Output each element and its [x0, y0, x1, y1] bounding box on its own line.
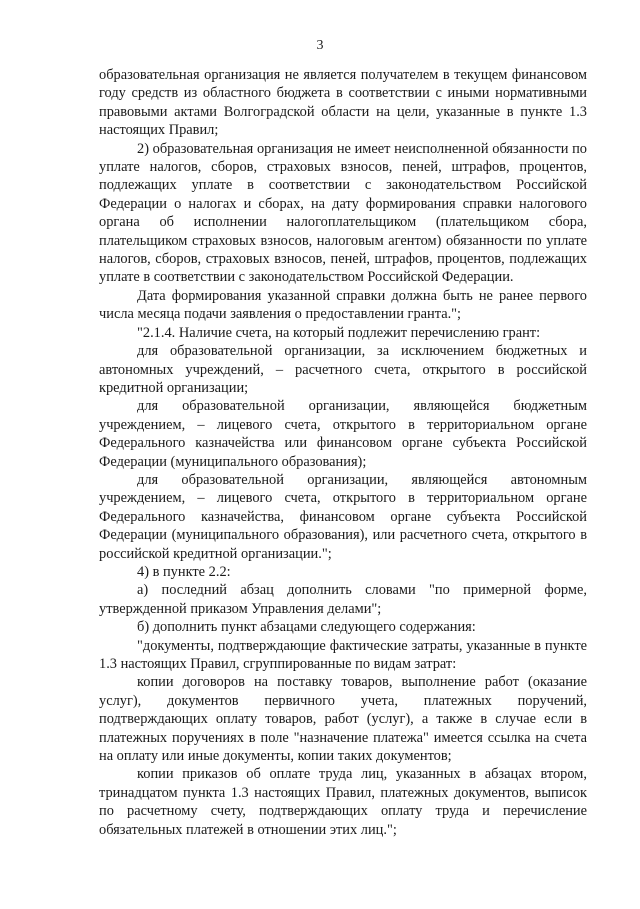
paragraph-1: образовательная организация не является получателем в текущем финансовом году средств из областного бюджета в соответствии с иными нормативными правовыми актами Волгоградской области на цели, указанные в пункте 1.3 настоящих Правил;: [99, 67, 587, 139]
paragraph-4: "2.1.4. Наличие счета, на который подлежит перечислению грант:: [137, 324, 541, 341]
paragraph-2: 2) образовательная организация не имеет неисполненной обязанности по уплате налогов, сборов, страховых взносов, пеней, штрафов, процентов, подлежащих уплате в соответствии с законодательством Российской Федерации о налогах и сборах, на дату формирования справки налогового органа об исполнении налогоплательщиком (плательщиком сбора, плательщиком страховых взносов, налоговым агентом) обязанности по уплате налогов, сборов, страховых взносов, пеней, штрафов, процентов, подлежащих уплате в соответствии с законодательством Российской Федерации.: [99, 140, 587, 286]
paragraph-6: для образовательной организации, являющейся бюджетным учреждением, – лицевого счета, открытого в территориальном органе Федерального казначейства или финансовом органе субъекта Российской Федерации (муниципального образования);: [99, 398, 587, 470]
page-number: 3: [316, 38, 324, 53]
paragraph-3: Дата формирования указанной справки должна быть не ранее первого числа месяца подачи заявления о предоставлении гранта.";: [99, 287, 587, 323]
paragraph-8: 4) в пункте 2.2:: [137, 563, 231, 580]
paragraph-11: "документы, подтверждающие фактические затраты, указанные в пункте 1.3 настоящих Правил, сгруппированные по видам затрат:: [99, 637, 587, 672]
document-body: [99, 66, 587, 839]
paragraph-13: копии приказов об оплате труда лиц, указанных в абзацах втором, тринадцатом пункта 1.3 настоящих Правил, платежных документов, выписок по расчетному счету, подтверждающих оплату труда и перечисление обязательных платежей в отношении этих лиц.";: [99, 766, 587, 838]
paragraph-9: а) последний абзац дополнить словами "по примерной форме, утвержденной приказом Управления делами";: [99, 582, 587, 617]
paragraph-12: копии договоров на поставку товаров, выполнение работ (оказание услуг), документов первичного учета, платежных поручений, подтверждающих оплату товаров, работ (услуг), а также в случае если в платежных поручениях в поле "назначение платежа" имеется ссылка на счета на оплату или иные документы, копии таких документов;: [99, 674, 587, 765]
paragraph-10: б) дополнить пункт абзацами следующего содержания:: [137, 619, 476, 636]
paragraph-7: для образовательной организации, являющейся автономным учреждением, – лицевого счета, открытого в территориальном органе Федерального казначейства, финансовом органе субъекта Российской Федерации (муниципального образования), или расчетного счета, открытого в российской кредитной организации.";: [99, 471, 587, 562]
paragraph-5: для образовательной организации, за исключением бюджетных и автономных учреждений, – расчетного счета, открытого в российской кредитной организации;: [99, 343, 587, 396]
